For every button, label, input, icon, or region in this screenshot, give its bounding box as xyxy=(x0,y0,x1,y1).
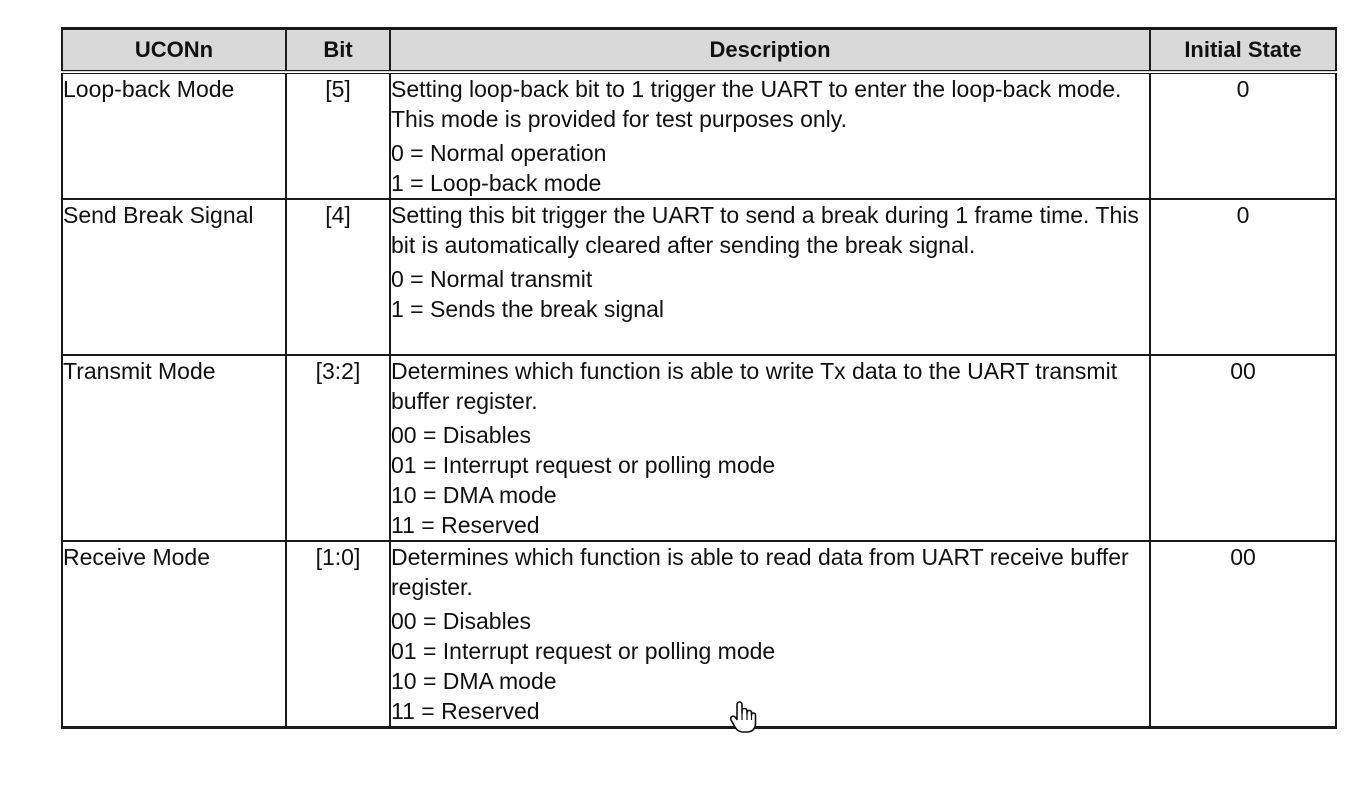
field-description xyxy=(390,199,1150,355)
table-row xyxy=(62,72,1336,199)
table-row xyxy=(62,199,1336,355)
option-line: 0 = Normal operation xyxy=(391,140,607,166)
header-bit: Bit xyxy=(286,29,390,73)
description-text: Setting this bit trigger the UART to send a break during 1 frame time. This bit is automatically cleared after sending the break signal. xyxy=(391,202,1139,258)
field-name: Receive Mode xyxy=(62,541,286,728)
hand-pointer-icon xyxy=(728,700,758,734)
field-name: Loop-back Mode xyxy=(62,72,286,199)
header-uconn: UCONn xyxy=(62,29,286,73)
field-initial-state: 00 xyxy=(1150,355,1336,541)
field-bit: [1:0] xyxy=(286,541,390,728)
option-line: 0 = Normal transmit xyxy=(391,266,593,292)
field-bit: [4] xyxy=(286,199,390,355)
description-text: Setting loop-back bit to 1 trigger the UART to enter the loop-back mode. This mode is provided for test purposes only. xyxy=(391,76,1122,132)
option-line: 00 = Disables xyxy=(391,422,531,448)
description-text: Determines which function is able to read data from UART receive buffer register. xyxy=(391,544,1129,600)
ucon-register-table xyxy=(61,27,1337,729)
field-description xyxy=(390,355,1150,541)
field-initial-state: 00 xyxy=(1150,541,1336,728)
option-line: 01 = Interrupt request or polling mode xyxy=(391,452,776,478)
table-header-row xyxy=(62,29,1336,73)
field-name: Send Break Signal xyxy=(62,199,286,355)
option-line: 1 = Sends the break signal xyxy=(391,296,664,322)
field-bit: [5] xyxy=(286,72,390,199)
option-line: 11 = Reserved xyxy=(391,512,540,538)
option-line: 10 = DMA mode xyxy=(391,668,557,694)
option-line: 01 = Interrupt request or polling mode xyxy=(391,638,776,664)
field-description xyxy=(390,72,1150,199)
option-line: 00 = Disables xyxy=(391,608,531,634)
register-table-container xyxy=(61,27,1335,729)
field-initial-state: 0 xyxy=(1150,72,1336,199)
field-description xyxy=(390,541,1150,728)
description-text: Determines which function is able to write Tx data to the UART transmit buffer register. xyxy=(391,358,1118,414)
field-name: Transmit Mode xyxy=(62,355,286,541)
option-line: 11 = Reserved xyxy=(391,698,540,724)
option-line: 10 = DMA mode xyxy=(391,482,557,508)
option-line: 1 = Loop-back mode xyxy=(391,170,602,196)
table-row xyxy=(62,355,1336,541)
table-row xyxy=(62,541,1336,728)
header-initial-state: Initial State xyxy=(1150,29,1336,73)
header-description: Description xyxy=(390,29,1150,73)
field-initial-state: 0 xyxy=(1150,199,1336,355)
field-bit: [3:2] xyxy=(286,355,390,541)
